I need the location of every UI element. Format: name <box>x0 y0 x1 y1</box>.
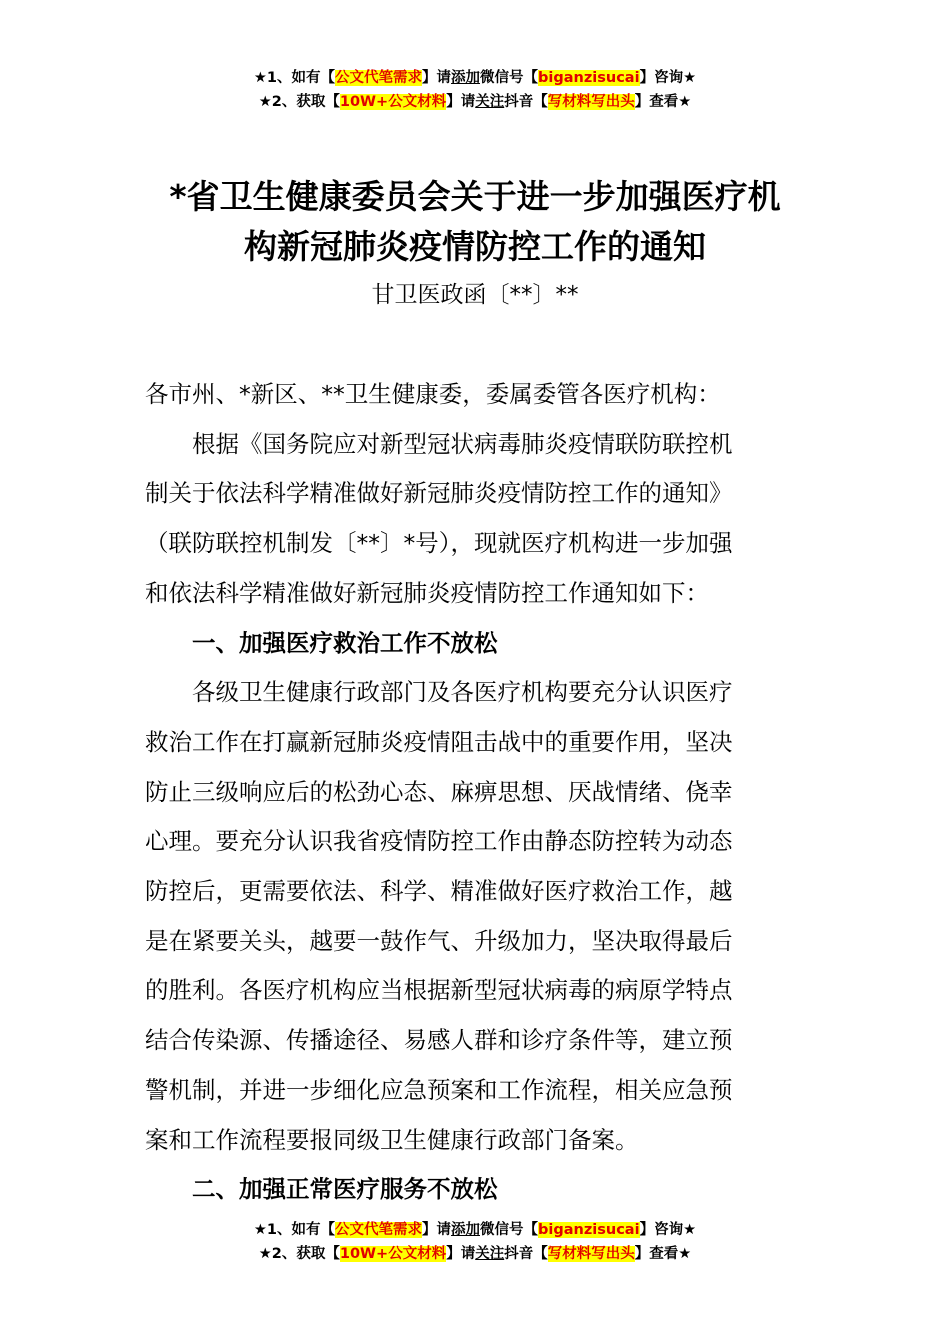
promo-highlight: 10W+公文材料 <box>339 1246 447 1262</box>
document-body <box>145 370 815 1215</box>
text-line: 各市州、*新区、**卫生健康委，委属委管各医疗机构： <box>145 380 721 408</box>
text-line: 二、加强正常医疗服务不放松 <box>145 1175 498 1204</box>
promo-highlight: 公文代笔需求 <box>335 1222 423 1238</box>
text-line: 救治工作在打赢新冠肺炎疫情阻击战中的重要作用，坚决 <box>145 727 733 756</box>
promo-text: ★1、如有【 <box>253 1222 336 1238</box>
document-title <box>0 172 950 272</box>
promo-text: 】请 <box>422 70 452 86</box>
promo-text: ★1、如有【 <box>253 70 336 86</box>
promo-highlight: 公文代笔需求 <box>335 70 423 86</box>
promo-text: 】请 <box>446 1246 476 1262</box>
promo-text: 】查看★ <box>634 94 692 110</box>
title-line: 构新冠肺炎疫情防控工作的通知 <box>244 227 706 266</box>
wechat-id-highlight: biganzisucai <box>538 70 640 86</box>
promo-line-1 <box>0 1218 950 1242</box>
promo-text: 】请 <box>446 94 476 110</box>
wechat-id-highlight: biganzisucai <box>538 1222 640 1238</box>
promo-text: 微信号【 <box>480 70 539 86</box>
promo-text: ★2、获取【 <box>258 1246 340 1262</box>
promo-text: 抖音【 <box>504 1246 548 1262</box>
promo-highlight: 10W+公文材料 <box>339 94 447 110</box>
text-line: 防控后，更需要依法、科学、精准做好医疗救治工作，越 <box>145 877 733 906</box>
promo-banner-bottom <box>0 1218 950 1266</box>
text-line: 案和工作流程要报同级卫生健康行政部门备案。 <box>145 1125 639 1154</box>
promo-line-2 <box>0 1242 950 1266</box>
promo-emphasis: 添加 <box>451 1222 481 1238</box>
text-line: 是在紧要关头，越要一鼓作气、升级加力，坚决取得最后 <box>145 926 733 955</box>
promo-emphasis: 关注 <box>475 94 505 110</box>
promo-emphasis: 添加 <box>451 70 481 86</box>
text-line: 根据《国务院应对新型冠状病毒肺炎疫情联防联控机 <box>145 429 733 458</box>
promo-banner-top <box>0 66 950 114</box>
promo-text: 微信号【 <box>480 1222 539 1238</box>
promo-text: 】咨询★ <box>639 1222 697 1238</box>
promo-text: 】咨询★ <box>639 70 697 86</box>
promo-text: 】查看★ <box>634 1246 692 1262</box>
text-line: 的胜利。各医疗机构应当根据新型冠状病毒的病原学特点 <box>145 976 733 1005</box>
text-line: 防止三级响应后的松劲心态、麻痹思想、厌战情绪、侥幸 <box>145 777 733 806</box>
text-line: 一、加强医疗救治工作不放松 <box>145 628 498 657</box>
text-line: 和依法科学精准做好新冠肺炎疫情防控工作通知如下： <box>145 578 709 607</box>
salutation <box>145 370 815 420</box>
promo-text: ★2、获取【 <box>258 94 340 110</box>
douyin-highlight: 写材料写出头 <box>547 94 635 110</box>
text-line: 各级卫生健康行政部门及各医疗机构要充分认识医疗 <box>145 678 733 707</box>
text-line: 制关于依法科学精准做好新冠肺炎疫情防控工作的通知》 <box>145 479 733 508</box>
promo-line-2 <box>0 90 950 114</box>
title-line: *省卫生健康委员会关于进一步加强医疗机 <box>169 177 781 216</box>
section-heading-2 <box>145 1165 815 1215</box>
text-line: 警机制，并进一步细化应急预案和工作流程，相关应急预 <box>145 1075 733 1104</box>
text-line: 结合传染源、传播途径、易感人群和诊疗条件等，建立预 <box>145 1026 733 1055</box>
promo-text: 】请 <box>422 1222 452 1238</box>
document-number: 甘卫医政函〔**〕** <box>371 282 579 308</box>
promo-emphasis: 关注 <box>475 1246 505 1262</box>
text-line: （联防联控机制发〔**〕*号），现就医疗机构进一步加强 <box>145 529 733 558</box>
paragraph-intro <box>145 420 815 619</box>
section-heading-1 <box>145 619 815 669</box>
promo-text: 抖音【 <box>504 94 548 110</box>
text-line: 心理。要充分认识我省疫情防控工作由静态防控转为动态 <box>145 827 733 856</box>
promo-line-1 <box>0 66 950 90</box>
douyin-highlight: 写材料写出头 <box>547 1246 635 1262</box>
paragraph-section-1 <box>145 668 815 1165</box>
